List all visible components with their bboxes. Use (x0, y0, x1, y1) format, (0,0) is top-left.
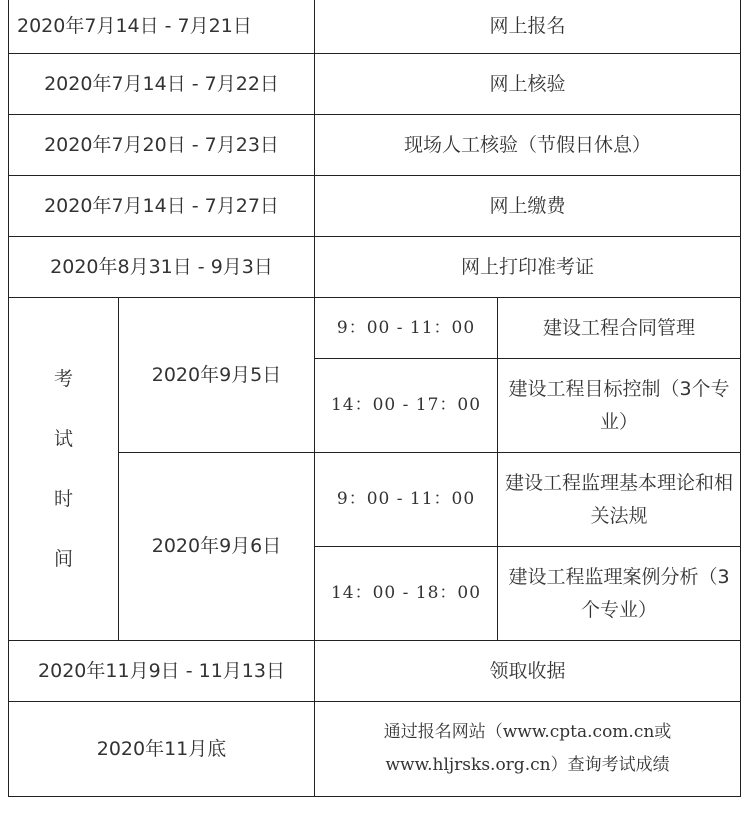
date-cell: 2020年8月31日 - 9月3日 (9, 237, 315, 298)
table-row (9, 176, 741, 237)
table-row (9, 237, 741, 298)
date-cell: 2020年7月20日 - 7月23日 (9, 115, 315, 176)
event-cell: 网上打印准考证 (315, 237, 741, 298)
score-query-line: 通过报名网站（www.cpta.com.cn或 (383, 722, 672, 742)
exam-date-cell: 2020年9月5日 (119, 298, 315, 453)
date-cell: 2020年7月14日 - 7月27日 (9, 176, 315, 237)
table-row (9, 641, 741, 702)
exam-label-char: 试 (53, 428, 73, 450)
exam-label-char: 时 (53, 488, 73, 510)
exam-label-char: 考 (53, 368, 73, 390)
event-cell: 网上核验 (315, 54, 741, 115)
table-row (9, 115, 741, 176)
date-cell: 2020年11月底 (9, 702, 315, 797)
exam-subject-cell: 建设工程目标控制（3个专业） (498, 359, 741, 453)
table-row (9, 298, 741, 359)
exam-time-cell: 9：00 - 11：00 (315, 298, 498, 359)
score-query-line: www.hljrsks.org.cn）查询考试成绩 (385, 755, 670, 775)
exam-subject-cell: 建设工程监理案例分析（3个专业） (498, 547, 741, 641)
table-row (9, 453, 741, 547)
event-cell (315, 702, 741, 797)
event-cell: 网上缴费 (315, 176, 741, 237)
exam-date-cell: 2020年9月6日 (119, 453, 315, 641)
exam-subject-cell: 建设工程合同管理 (498, 298, 741, 359)
table-row (9, 54, 741, 115)
exam-time-cell: 14：00 - 18：00 (315, 547, 498, 641)
exam-label-char: 间 (53, 548, 73, 570)
date-cell: 2020年7月14日 - 7月22日 (9, 54, 315, 115)
exam-time-cell: 14：00 - 17：00 (315, 359, 498, 453)
date-cell: 2020年11月9日 - 11月13日 (9, 641, 315, 702)
exam-schedule-table (8, 0, 741, 797)
table-row (9, 702, 741, 797)
event-cell: 现场人工核验（节假日休息） (315, 115, 741, 176)
exam-time-label (9, 298, 119, 641)
event-cell: 领取收据 (315, 641, 741, 702)
table-row (9, 0, 741, 54)
exam-time-cell: 9：00 - 11：00 (315, 453, 498, 547)
exam-subject-cell: 建设工程监理基本理论和相关法规 (498, 453, 741, 547)
date-cell: 2020年7月14日 - 7月21日 (9, 0, 315, 54)
event-cell: 网上报名 (315, 0, 741, 54)
